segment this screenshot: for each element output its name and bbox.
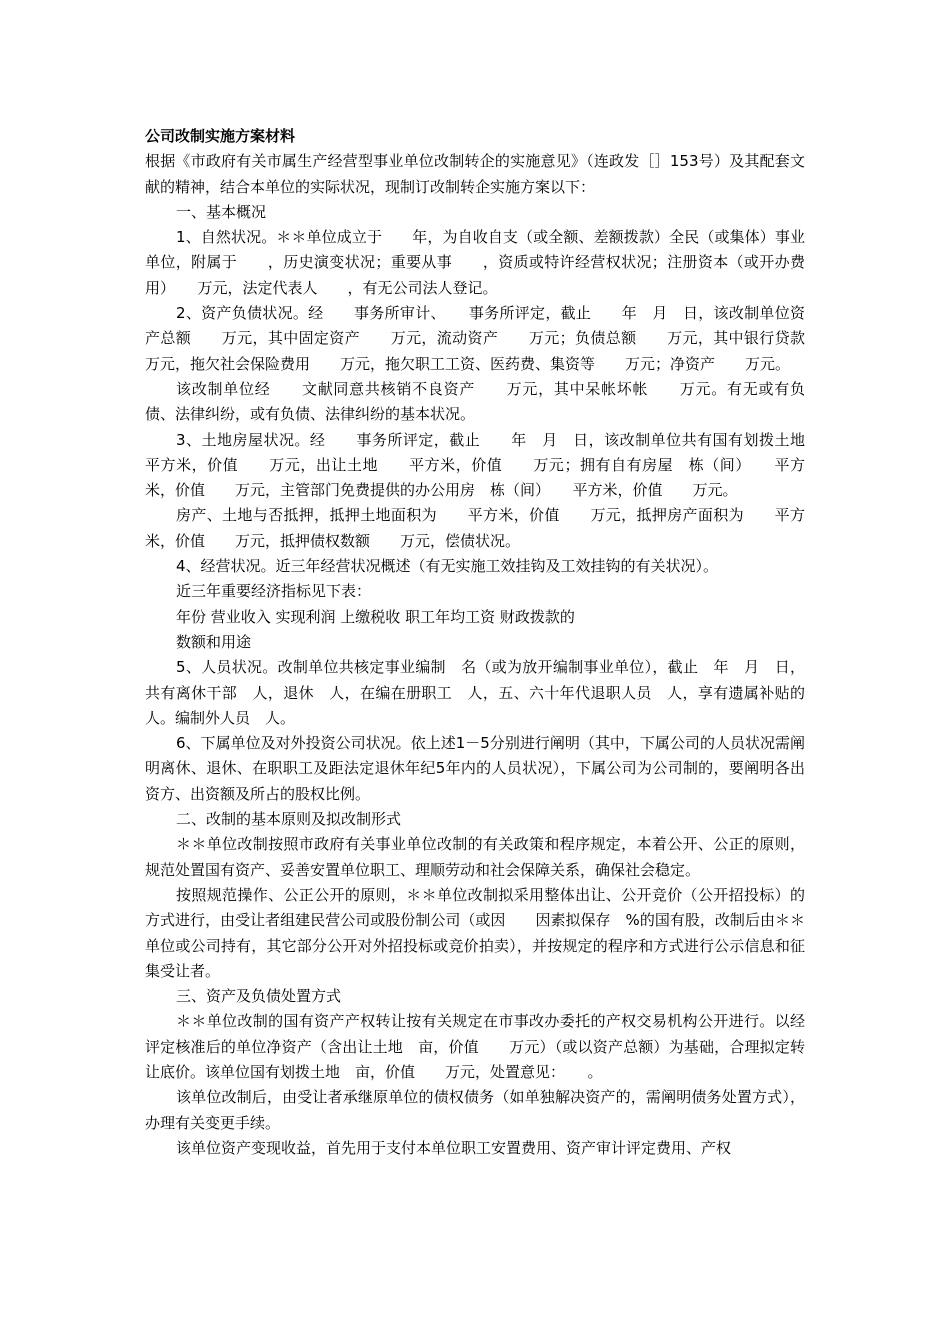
paragraph: 该改制单位经 文献同意共核销不良资产 万元，其中呆帐坏帐 万元。有无或有负债、法律纠纷，或有负债、法律纠纷的基本状况。 — [145, 379, 805, 424]
paragraph: 2、资产负债状况。经 事务所审计、 事务所评定，截止 年 月 日，该改制单位资产总额 万元，其中固定资产 万元，流动资产 万元；负债总额 万元，其中银行贷款 万元，拖欠社会保险费用 万元，拖欠职工工资、医药费、集资等 万元；净资产 万元。 — [145, 304, 836, 373]
paragraph: ＊＊单位改制按照市政府有关事业单位改制的有关政策和程序规定，本着公开、公正的原则，规范处置国有资产、妥善安置单位职工、理顺劳动和社会保障关系，确保社会稳定。 — [145, 835, 805, 879]
paragraph: 根据《市政府有关市属生产经营型事业单位改制转企的实施意见》（连政发［］153号）及其配套文献的精神，结合本单位的实际状况，现制订改制转企实施方案以下： — [145, 152, 805, 196]
paragraph: 三、资产及负债处置方式 — [176, 987, 342, 1006]
paragraph: 一、基本概况 — [176, 202, 267, 221]
paragraph: 该单位改制后，由受让者承继原单位的债权债务（如单独解决资产的，需阐明债务处置方式），办理有关变更手续。 — [145, 1088, 805, 1132]
paragraph: 按照规范操作、公正公开的原则，＊＊单位改制拟采用整体出让、公开竞价（公开招投标）的方式进行，由受让者组建民营公司或股份制公司（或因 因素拟保存 %的国有股，改制后由＊＊单位或公司持有，其它部分公开对外招投标或竞价拍卖），并按规定的程序和方式进行公示信息和征集受让者。 — [145, 885, 805, 980]
paragraph: 该单位资产变现收益，首先用于支付本单位职工安置费用、资产审计评定费用、产权 — [176, 1138, 732, 1157]
paragraph: ＊＊单位改制的国有资产产权转让按有关规定在市事改办委托的产权交易机构公开进行。以经评定核准后的单位净资产（含出让土地 亩，价值 万元）（或以资产总额）为基础，合理拟定转让底价。该单位国有划拨土地 亩，价值 万元，处置意见： 。 — [145, 1012, 805, 1081]
document-title: 公司改制实施方案材料 — [145, 127, 296, 145]
paragraph-list — [145, 149, 836, 1161]
paragraph: 年份 营业收入 实现利润 上缴税收 职工年均工资 财政拨款的 — [176, 607, 575, 626]
paragraph: 6、下属单位及对外投资公司状况。依上述1－5分别进行阐明（其中，下属公司的人员状况需阐明离休、退休、在职职工及距法定退休年纪5年内的人员状况），下属公司为公司制的，要阐明各出资方、出资额及所占的股权比例。 — [145, 734, 805, 803]
paragraph: 3、土地房屋状况。经 事务所评定，截止 年 月 日，该改制单位共有国有划拨土地 平方米，价值 万元，出让土地 平方米，价值 万元；拥有自有房屋 栋（间） 平方米，价值 万元，主管部门免费提供的办公用房 栋（间） 平方米，价值 万元。 — [145, 430, 836, 500]
paragraph: 房产、土地与否抵押，抵押土地面积为 平方米，价值 万元，抵押房产面积为 平方米，价值 万元，抵押债权数额 万元，偿债状况。 — [145, 506, 805, 550]
paragraph: 5、人员状况。改制单位共核定事业编制 名（或为放开编制事业单位），截止 年 月 日，共有离休干部 人，退休 人，在编在册职工 人，五、六十年代退职人员 人，享有遗属补贴的 人。编制外人员 人。 — [145, 658, 821, 727]
document-body — [145, 124, 836, 1161]
paragraph: 二、改制的基本原则及拟改制形式 — [176, 810, 402, 829]
paragraph: 数额和用途 — [176, 632, 252, 651]
paragraph: 近三年重要经济指标见下表： — [176, 582, 372, 601]
paragraph: 4、经营状况。近三年经营状况概述（有无实施工效挂钩及工效挂钩的有关状况）。 — [176, 557, 719, 576]
paragraph: 1、自然状况。＊＊单位成立于 年，为自收自支（或全额、差额拨款）全民（或集体）事业单位，附属于 ，历史演变状况；重要从事 ，资质或特许经营权状况；注册资本（或开办费用） 万元，法定代表人 ，有无公司法人登记。 — [145, 228, 805, 297]
